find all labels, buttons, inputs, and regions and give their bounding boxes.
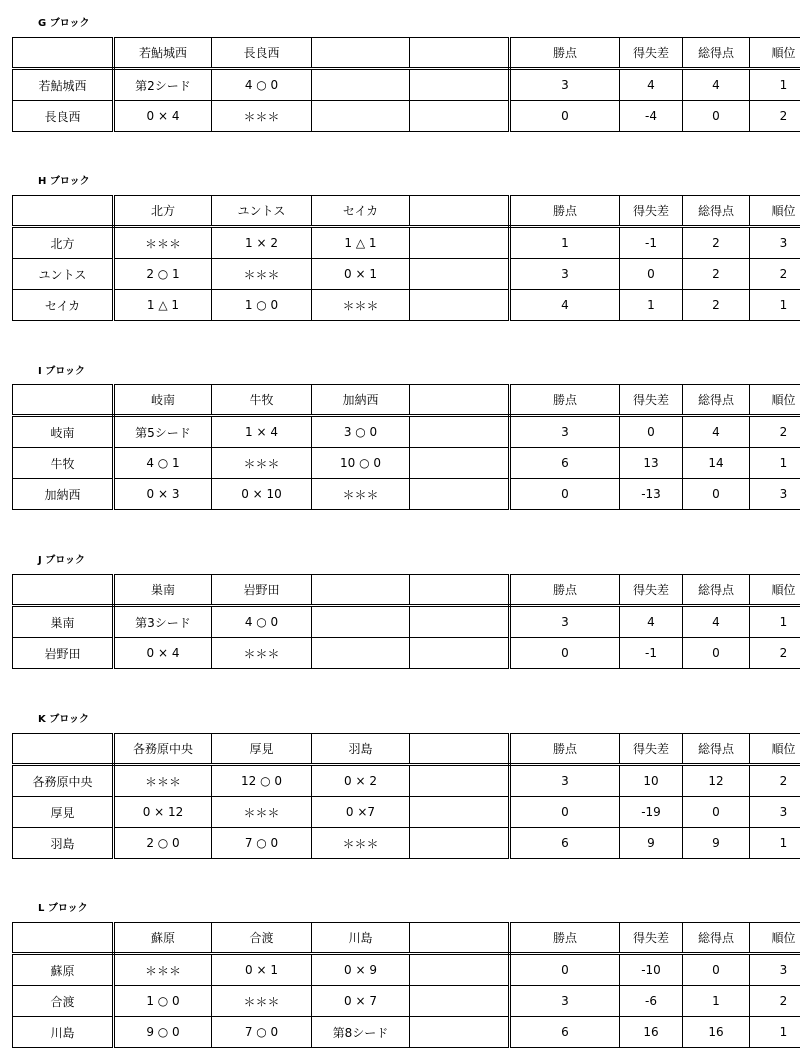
team-row xyxy=(13,1017,800,1048)
match-result: ＊＊＊ xyxy=(114,227,212,259)
match-result: ＊＊＊ xyxy=(212,797,312,828)
team-header: 川島 xyxy=(312,923,410,954)
stat-value: 2 xyxy=(750,101,800,132)
team-row xyxy=(13,606,800,638)
spacer-cell xyxy=(410,448,510,479)
team-header: 巣南 xyxy=(114,575,212,606)
stat-header: 勝点 xyxy=(510,38,620,69)
stat-header: 得失差 xyxy=(620,385,683,416)
corner-cell xyxy=(13,196,114,227)
spacer-cell xyxy=(410,797,510,828)
header-row xyxy=(13,38,800,69)
stat-header: 勝点 xyxy=(510,734,620,765)
match-result: ＊＊＊ xyxy=(212,101,312,132)
match-result: 12 ○ 0 xyxy=(212,765,312,797)
header-row xyxy=(13,923,800,954)
team-row xyxy=(13,765,800,797)
team-header: 牛牧 xyxy=(212,385,312,416)
spacer-cell xyxy=(410,69,510,101)
match-result: 0 × 4 xyxy=(114,638,212,669)
stat-header: 得失差 xyxy=(620,734,683,765)
corner-cell xyxy=(13,923,114,954)
match-result: 0 × 12 xyxy=(114,797,212,828)
spacer-cell xyxy=(410,38,510,69)
match-result: 10 ○ 0 xyxy=(312,448,410,479)
match-result: 0 × 10 xyxy=(212,479,312,510)
match-result: 2 ○ 1 xyxy=(114,259,212,290)
spacer-cell xyxy=(410,101,510,132)
stat-value: 1 xyxy=(750,828,800,859)
team-name: 岐南 xyxy=(13,416,114,448)
stat-value: 3 xyxy=(510,69,620,101)
match-result: 0 × 2 xyxy=(312,765,410,797)
stat-value: 4 xyxy=(510,290,620,321)
stat-value: 6 xyxy=(510,448,620,479)
spacer-cell xyxy=(410,923,510,954)
stat-header: 総得点 xyxy=(683,196,750,227)
stat-value: 14 xyxy=(683,448,750,479)
header-row xyxy=(13,575,800,606)
corner-cell xyxy=(13,38,114,69)
spacer-cell xyxy=(410,290,510,321)
match-result: ＊＊＊ xyxy=(312,828,410,859)
team-row xyxy=(13,638,800,669)
match-result: 9 ○ 0 xyxy=(114,1017,212,1048)
team-header: セイカ xyxy=(312,196,410,227)
match-result: 2 ○ 0 xyxy=(114,828,212,859)
team-row xyxy=(13,227,800,259)
stat-value: -10 xyxy=(620,954,683,986)
stat-value: 3 xyxy=(750,954,800,986)
stat-value: -4 xyxy=(620,101,683,132)
stat-value: 1 xyxy=(510,227,620,259)
team-name: 若鮎城西 xyxy=(13,69,114,101)
stat-header: 勝点 xyxy=(510,575,620,606)
match-result: ＊＊＊ xyxy=(212,638,312,669)
team-row xyxy=(13,416,800,448)
team-header: 厚見 xyxy=(212,734,312,765)
team-row xyxy=(13,448,800,479)
block-title: L ブロック xyxy=(38,903,88,914)
stat-value: 6 xyxy=(510,828,620,859)
stat-value: 4 xyxy=(683,69,750,101)
match-result: ＊＊＊ xyxy=(212,259,312,290)
team-header xyxy=(312,38,410,69)
stat-value: 3 xyxy=(510,765,620,797)
stat-value: 9 xyxy=(620,828,683,859)
team-header: 岩野田 xyxy=(212,575,312,606)
stat-value: 10 xyxy=(620,765,683,797)
match-result xyxy=(312,101,410,132)
team-row xyxy=(13,290,800,321)
spacer-cell xyxy=(410,196,510,227)
stat-value: 3 xyxy=(750,227,800,259)
stat-header: 順位 xyxy=(750,196,800,227)
block-title: K ブロック xyxy=(38,714,90,725)
team-name: 厚見 xyxy=(13,797,114,828)
match-result: 4 ○ 0 xyxy=(212,69,312,101)
match-result: 1 ○ 0 xyxy=(114,986,212,1017)
stat-value: 1 xyxy=(750,448,800,479)
stat-value: 2 xyxy=(750,638,800,669)
match-result: 1 × 4 xyxy=(212,416,312,448)
stat-value: 0 xyxy=(683,638,750,669)
match-result: 第2シード xyxy=(114,69,212,101)
team-row xyxy=(13,828,800,859)
team-row xyxy=(13,954,800,986)
match-result: ＊＊＊ xyxy=(114,954,212,986)
stat-value: 12 xyxy=(683,765,750,797)
stat-header: 得失差 xyxy=(620,923,683,954)
team-name: 巣南 xyxy=(13,606,114,638)
match-result: 1 × 2 xyxy=(212,227,312,259)
stat-header: 順位 xyxy=(750,923,800,954)
match-result: ＊＊＊ xyxy=(312,290,410,321)
team-row xyxy=(13,797,800,828)
stat-value: 4 xyxy=(620,606,683,638)
stat-header: 勝点 xyxy=(510,923,620,954)
stat-value: 0 xyxy=(683,101,750,132)
stat-value: 2 xyxy=(750,986,800,1017)
match-result: 第8シード xyxy=(312,1017,410,1048)
corner-cell xyxy=(13,575,114,606)
stat-value: 2 xyxy=(750,765,800,797)
team-header: 岐南 xyxy=(114,385,212,416)
stat-header: 総得点 xyxy=(683,385,750,416)
stat-header: 総得点 xyxy=(683,575,750,606)
corner-cell xyxy=(13,385,114,416)
team-header: 合渡 xyxy=(212,923,312,954)
stat-value: 3 xyxy=(510,416,620,448)
match-result: 0 × 9 xyxy=(312,954,410,986)
match-result: 7 ○ 0 xyxy=(212,1017,312,1048)
team-name: 羽島 xyxy=(13,828,114,859)
spacer-cell xyxy=(410,734,510,765)
team-header xyxy=(312,575,410,606)
stat-header: 勝点 xyxy=(510,196,620,227)
stat-value: 0 xyxy=(683,954,750,986)
stat-value: 2 xyxy=(683,259,750,290)
team-header: 若鮎城西 xyxy=(114,38,212,69)
stat-value: 0 xyxy=(510,638,620,669)
match-result: 1 △ 1 xyxy=(312,227,410,259)
header-row xyxy=(13,196,800,227)
stat-value: -1 xyxy=(620,638,683,669)
match-result: 0 × 1 xyxy=(312,259,410,290)
match-result xyxy=(312,638,410,669)
match-result: 0 × 7 xyxy=(312,986,410,1017)
match-result: 3 ○ 0 xyxy=(312,416,410,448)
stat-value: -19 xyxy=(620,797,683,828)
team-name: 各務原中央 xyxy=(13,765,114,797)
team-name: 加納西 xyxy=(13,479,114,510)
stat-value: 9 xyxy=(683,828,750,859)
match-result: 第5シード xyxy=(114,416,212,448)
standings-table xyxy=(12,922,800,1048)
team-header: 加納西 xyxy=(312,385,410,416)
spacer-cell xyxy=(410,227,510,259)
match-result xyxy=(312,606,410,638)
match-result xyxy=(312,69,410,101)
stat-value: 2 xyxy=(750,416,800,448)
team-header: ユントス xyxy=(212,196,312,227)
corner-cell xyxy=(13,734,114,765)
stat-value: 4 xyxy=(683,416,750,448)
stat-value: 6 xyxy=(510,1017,620,1048)
team-header: 各務原中央 xyxy=(114,734,212,765)
team-name: 合渡 xyxy=(13,986,114,1017)
spacer-cell xyxy=(410,828,510,859)
team-header: 長良西 xyxy=(212,38,312,69)
match-result: 0 × 1 xyxy=(212,954,312,986)
standings-table xyxy=(12,37,800,132)
match-result: ＊＊＊ xyxy=(212,448,312,479)
stat-value: 0 xyxy=(620,416,683,448)
stat-value: 1 xyxy=(620,290,683,321)
spacer-cell xyxy=(410,606,510,638)
stat-value: 2 xyxy=(750,259,800,290)
standings-table xyxy=(12,195,800,321)
stat-value: 1 xyxy=(683,986,750,1017)
standings-table xyxy=(12,733,800,859)
match-result: ＊＊＊ xyxy=(114,765,212,797)
team-name: ユントス xyxy=(13,259,114,290)
stat-value: 16 xyxy=(620,1017,683,1048)
spacer-cell xyxy=(410,638,510,669)
team-name: 牛牧 xyxy=(13,448,114,479)
stat-value: 0 xyxy=(620,259,683,290)
match-result: 第3シード xyxy=(114,606,212,638)
team-row xyxy=(13,69,800,101)
match-result: 0 ×7 xyxy=(312,797,410,828)
stat-value: 2 xyxy=(683,290,750,321)
stat-value: -13 xyxy=(620,479,683,510)
stat-header: 得失差 xyxy=(620,196,683,227)
spacer-cell xyxy=(410,259,510,290)
team-name: セイカ xyxy=(13,290,114,321)
stat-value: 1 xyxy=(750,606,800,638)
match-result: 7 ○ 0 xyxy=(212,828,312,859)
spacer-cell xyxy=(410,986,510,1017)
block-title: G ブロック xyxy=(38,18,90,29)
stat-value: 0 xyxy=(683,479,750,510)
stat-value: 1 xyxy=(750,1017,800,1048)
header-row xyxy=(13,385,800,416)
stat-value: 3 xyxy=(750,797,800,828)
stat-header: 順位 xyxy=(750,575,800,606)
stat-header: 総得点 xyxy=(683,923,750,954)
match-result: 0 × 4 xyxy=(114,101,212,132)
match-result: 4 ○ 1 xyxy=(114,448,212,479)
stat-header: 得失差 xyxy=(620,575,683,606)
team-row xyxy=(13,479,800,510)
team-row xyxy=(13,986,800,1017)
spacer-cell xyxy=(410,765,510,797)
stat-value: 0 xyxy=(510,954,620,986)
stat-value: 0 xyxy=(510,797,620,828)
stat-value: 3 xyxy=(510,986,620,1017)
team-name: 川島 xyxy=(13,1017,114,1048)
spacer-cell xyxy=(410,479,510,510)
team-name: 蘇原 xyxy=(13,954,114,986)
stat-value: 1 xyxy=(750,69,800,101)
spacer-cell xyxy=(410,385,510,416)
spacer-cell xyxy=(410,575,510,606)
header-row xyxy=(13,734,800,765)
block-title: H ブロック xyxy=(38,176,90,187)
team-row xyxy=(13,259,800,290)
team-name: 北方 xyxy=(13,227,114,259)
block-title: I ブロック xyxy=(38,366,86,377)
stat-header: 順位 xyxy=(750,734,800,765)
team-header: 北方 xyxy=(114,196,212,227)
match-result: ＊＊＊ xyxy=(312,479,410,510)
stat-value: 16 xyxy=(683,1017,750,1048)
stat-header: 順位 xyxy=(750,385,800,416)
stat-value: 0 xyxy=(510,479,620,510)
team-name: 長良西 xyxy=(13,101,114,132)
standings-table xyxy=(12,384,800,510)
spacer-cell xyxy=(410,416,510,448)
stat-header: 総得点 xyxy=(683,38,750,69)
standings-table xyxy=(12,574,800,669)
stat-value: 13 xyxy=(620,448,683,479)
stat-value: 0 xyxy=(510,101,620,132)
match-result: 1 △ 1 xyxy=(114,290,212,321)
match-result: ＊＊＊ xyxy=(212,986,312,1017)
stat-value: 2 xyxy=(683,227,750,259)
team-name: 岩野田 xyxy=(13,638,114,669)
stat-value: 4 xyxy=(620,69,683,101)
stat-value: 3 xyxy=(510,259,620,290)
stat-header: 総得点 xyxy=(683,734,750,765)
team-header: 蘇原 xyxy=(114,923,212,954)
match-result: 0 × 3 xyxy=(114,479,212,510)
stat-header: 順位 xyxy=(750,38,800,69)
stat-header: 得失差 xyxy=(620,38,683,69)
stat-value: 1 xyxy=(750,290,800,321)
match-result: 1 ○ 0 xyxy=(212,290,312,321)
stat-value: 3 xyxy=(510,606,620,638)
stat-value: 4 xyxy=(683,606,750,638)
stat-value: 3 xyxy=(750,479,800,510)
spacer-cell xyxy=(410,954,510,986)
stat-value: -6 xyxy=(620,986,683,1017)
match-result: 4 ○ 0 xyxy=(212,606,312,638)
team-row xyxy=(13,101,800,132)
stat-value: -1 xyxy=(620,227,683,259)
spacer-cell xyxy=(410,1017,510,1048)
block-title: J ブロック xyxy=(38,555,86,566)
stat-value: 0 xyxy=(683,797,750,828)
team-header: 羽島 xyxy=(312,734,410,765)
stat-header: 勝点 xyxy=(510,385,620,416)
